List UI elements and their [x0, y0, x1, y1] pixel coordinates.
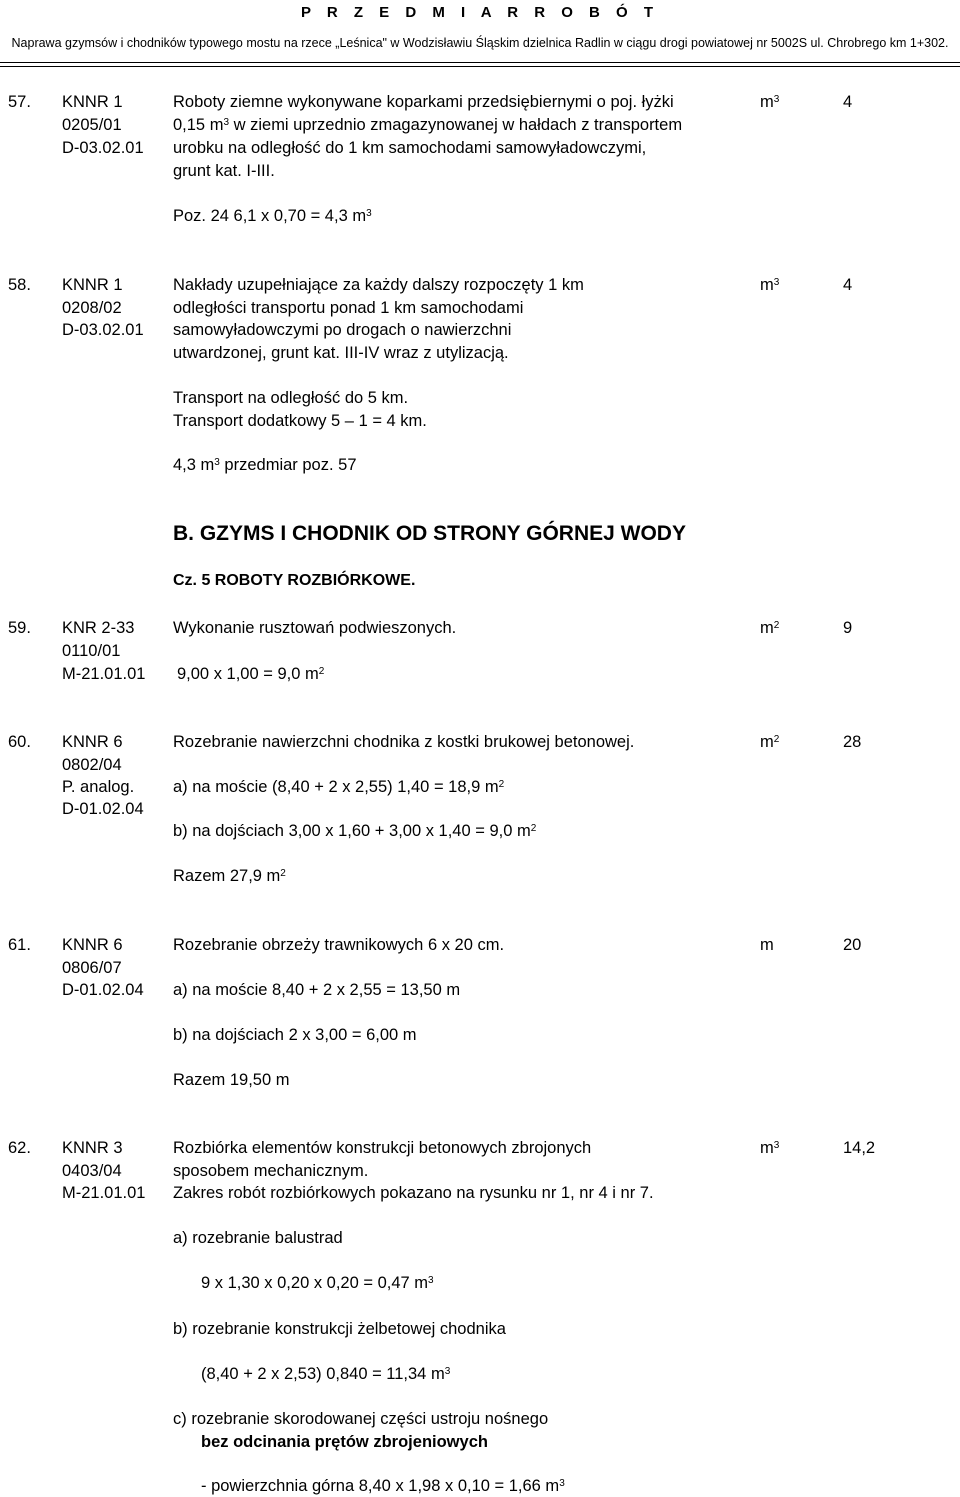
item-code: D-01.02.04	[62, 800, 144, 818]
item-description: urobku na odległość do 1 km samochodami samowyładowczymi,	[173, 139, 647, 157]
section-heading: B. GZYMS I CHODNIK OD STRONY GÓRNEJ WODY	[173, 522, 686, 545]
item-subpoint-bold: bez odcinania prętów zbrojeniowych	[201, 1433, 488, 1451]
item-calculation: - powierzchnia górna 8,40 x 1,98 x 0,10 = 1,66 $m^3$	[201, 1477, 565, 1495]
item-unit: $m^3$	[760, 93, 780, 111]
item-description: Zakres robót rozbiórkowych pokazano na rysunku nr 1, nr 4 i nr 7.	[173, 1184, 654, 1202]
item-code: KNNR 1	[62, 93, 123, 111]
item-quantity: 28	[843, 733, 862, 751]
item-calculation: (8,40 + 2 x 2,53) 0,840 = 11,34 $m^3$	[201, 1365, 451, 1383]
item-code: 0110/01	[62, 642, 121, 660]
item-subpoint: b) rozebranie konstrukcji żelbetowej chodnika	[173, 1320, 506, 1338]
item-calculation: Poz. 24 6,1 x 0,70 = 4,3 $m^3$	[173, 207, 372, 225]
header-rule-bottom	[0, 66, 960, 67]
project-subtitle: Naprawa gzymsów i chodników typowego mostu na rzece „Leśnica" w Wodzisławiu Śląskim dzielnica Radlin w ciągu drogi powiatowej nr 5002S ul. Chrobrego km 1+302.	[11, 36, 949, 50]
item-calculation: 4,3 $m^3$ przedmiar poz. 57	[173, 456, 357, 474]
item-description: odległości transportu ponad 1 km samochodami	[173, 299, 524, 317]
item-description: Nakłady uzupełniające za każdy dalszy rozpoczęty 1 km	[173, 276, 584, 294]
item-number: 62.	[8, 1139, 31, 1157]
item-calc-line: b) na dojściach 3,00 x 1,60 + 3,00 x 1,40 = 9,0 $m^2$	[173, 822, 537, 840]
item-subpoint: a) rozebranie balustrad	[173, 1229, 343, 1247]
item-code: KNNR 6	[62, 733, 123, 751]
item-code: D-03.02.01	[62, 139, 144, 157]
subsection-heading: Cz. 5 ROBOTY ROZBIÓRKOWE.	[173, 572, 416, 589]
header-rule-top	[0, 62, 960, 63]
item-code: KNNR 3	[62, 1139, 123, 1157]
item-calculation: 9 x 1,30 x 0,20 x 0,20 = 0,47 $m^3$	[201, 1274, 434, 1292]
item-description: Rozbiórka elementów konstrukcji betonowych zbrojonych	[173, 1139, 592, 1157]
item-code: D-01.02.04	[62, 981, 144, 999]
item-quantity: 20	[843, 936, 862, 954]
item-code: M-21.01.01	[62, 1184, 146, 1202]
item-total: Razem 19,50 m	[173, 1071, 290, 1089]
item-calculation: 9,00 x 1,00 = 9,0 $m^2$	[177, 665, 325, 683]
item-description: grunt kat. I-III.	[173, 162, 275, 180]
item-code: 0802/04	[62, 756, 122, 774]
item-note: Transport na odległość do 5 km.	[173, 389, 409, 407]
item-number: 57.	[8, 93, 31, 111]
page-title: P R Z E D M I A R R O B Ó T	[300, 4, 660, 21]
item-note: Transport dodatkowy 5 – 1 = 4 km.	[173, 412, 427, 430]
item-unit: $m^3$	[760, 276, 780, 294]
item-unit: $m^3$	[760, 1139, 780, 1157]
item-description: 0,15 $m^3$ w ziemi uprzednio zmagazynowanej w hałdach z transportem	[173, 116, 683, 134]
item-code: 0205/01	[62, 116, 122, 134]
item-number: 60.	[8, 733, 31, 751]
item-description: sposobem mechanicznym.	[173, 1162, 369, 1180]
item-unit: m	[760, 936, 774, 954]
item-calc-line: b) na dojściach 2 x 3,00 = 6,00 m	[173, 1026, 417, 1044]
item-code: 0806/07	[62, 959, 122, 977]
item-description: utwardzonej, grunt kat. III-IV wraz z utylizacją.	[173, 344, 509, 362]
item-quantity: 9	[843, 619, 853, 637]
item-description: Roboty ziemne wykonywane koparkami przedsiębiernymi o poj. łyżki	[173, 93, 674, 111]
item-number: 58.	[8, 276, 31, 294]
item-description: Wykonanie rusztowań podwieszonych.	[173, 619, 457, 637]
item-calc-line: a) na moście (8,40 + 2 x 2,55) 1,40 = 18,9 $m^2$	[173, 778, 505, 796]
item-quantity: 14,2	[843, 1139, 876, 1157]
item-code: 0208/02	[62, 299, 122, 317]
item-number: 59.	[8, 619, 31, 637]
item-code: 0403/04	[62, 1162, 122, 1180]
item-code: D-03.02.01	[62, 321, 144, 339]
item-code: KNNR 6	[62, 936, 123, 954]
item-code: M-21.01.01	[62, 665, 146, 683]
item-description: Rozebranie obrzeży trawnikowych 6 x 20 cm.	[173, 936, 505, 954]
item-subpoint: c) rozebranie skorodowanej części ustroju nośnego	[173, 1410, 549, 1428]
item-calc-line: a) na moście 8,40 + 2 x 2,55 = 13,50 m	[173, 981, 461, 999]
item-description: Rozebranie nawierzchni chodnika z kostki brukowej betonowej.	[173, 733, 635, 751]
item-code: KNR 2-33	[62, 619, 135, 637]
item-unit: $m^2$	[760, 619, 780, 637]
item-total: Razem 27,9 $m^2$	[173, 867, 286, 885]
item-quantity: 4	[843, 276, 853, 294]
item-code: P. analog.	[62, 778, 135, 796]
item-quantity: 4	[843, 93, 853, 111]
item-number: 61.	[8, 936, 31, 954]
item-code: KNNR 1	[62, 276, 123, 294]
item-description: samowyładowczymi po drogach o nawierzchni	[173, 321, 512, 339]
item-unit: $m^2$	[760, 733, 780, 751]
